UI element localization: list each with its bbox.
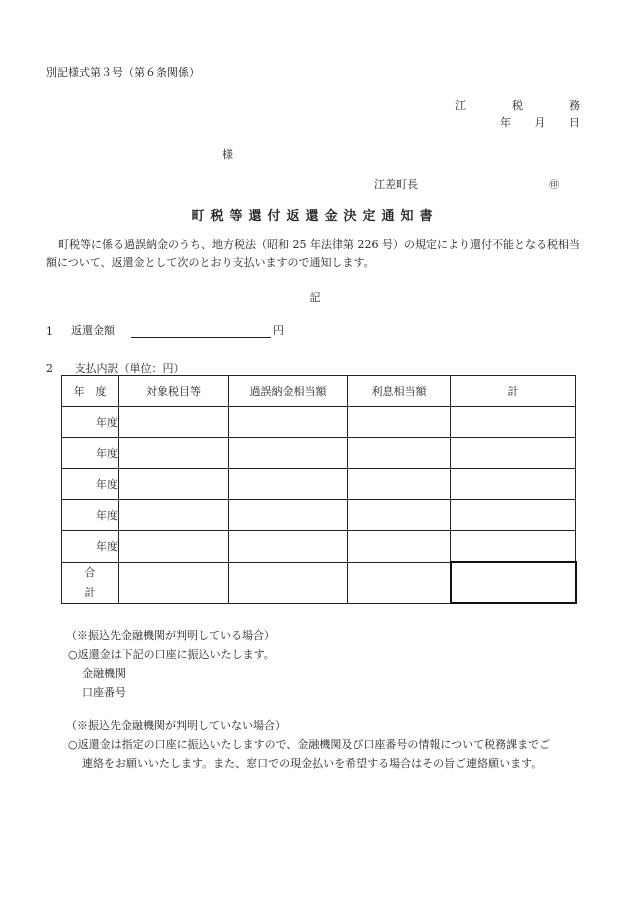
total-cell (451, 531, 576, 563)
overpayment-cell (229, 531, 348, 563)
account-number-label: 口座番号 (82, 686, 126, 699)
total-cell (451, 407, 576, 438)
refund-amount-label: 返還金額 (71, 324, 115, 337)
total-interest-cell (348, 562, 451, 603)
total-label-cell (62, 562, 119, 603)
form-number: 別記様式第３号（第６条関係） (46, 66, 200, 79)
notes-unknown-line2: 連絡をお願いいたします。また、窓口での現金払いを希望する場合はその旨ご連絡願います。 (82, 757, 543, 770)
department-name (455, 97, 580, 113)
col-header-total: 計 (451, 376, 576, 407)
table-row (62, 469, 576, 500)
table-row (62, 531, 576, 563)
section-number: 2 (46, 362, 53, 375)
issuer-name: 江差町長 (374, 178, 418, 191)
notes-known-line: ○返還金は下記の口座に振込いたします。 (68, 648, 275, 661)
overpayment-cell (229, 500, 348, 531)
payment-breakdown-label: 支払内訳（単位：円） (74, 362, 185, 375)
tax-item-cell (119, 407, 229, 438)
table-row (62, 500, 576, 531)
refund-amount-unit: 円 (273, 324, 284, 337)
dept-char: 税 (512, 99, 523, 112)
interest-cell (348, 500, 451, 531)
tax-item-cell (119, 438, 229, 469)
notes-known-bank (66, 626, 275, 702)
payment-breakdown-heading (46, 360, 185, 376)
total-label-line2: 計 (84, 585, 96, 599)
col-header-overpayment: 過誤納金相当額 (229, 376, 348, 407)
refund-amount-blank (131, 325, 271, 338)
dept-char: 江 (455, 99, 466, 112)
notice-body: 町税等に係る過誤納金のうち、地方税法（昭和 25 年法律第 226 号）の規定により還付不能となる税相当額について、返還金として次のとおり支払いますので通知します。 (46, 238, 580, 269)
table-row (62, 407, 576, 438)
col-header-tax-item: 対象税目等 (119, 376, 229, 407)
dept-char: 務 (569, 99, 580, 112)
interest-cell (348, 469, 451, 500)
year-cell: 年度 (62, 500, 119, 531)
interest-cell (348, 407, 451, 438)
overpayment-cell (229, 407, 348, 438)
refund-amount-row (46, 322, 284, 338)
col-header-year: 年 度 (62, 376, 119, 407)
seal-mark: ㊞ (549, 180, 559, 191)
tax-item-cell (119, 531, 229, 563)
notes-unknown-heading: （※振込先金融機関が判明していない場合） (66, 719, 286, 732)
section-number: 1 (46, 325, 53, 338)
overpayment-cell (229, 438, 348, 469)
date-year: 年 (500, 116, 511, 129)
total-tax-item-cell (119, 562, 229, 603)
addressee: 様 (222, 148, 233, 161)
interest-cell (348, 531, 451, 563)
tax-item-cell (119, 469, 229, 500)
overpayment-cell (229, 469, 348, 500)
col-header-interest: 利息相当額 (348, 376, 451, 407)
table-total-row (62, 562, 576, 603)
notes-unknown-bank (66, 716, 550, 773)
table-header-row (62, 376, 576, 407)
year-cell: 年度 (62, 407, 119, 438)
date-day: 日 (569, 116, 580, 129)
table-row (62, 438, 576, 469)
grand-total-cell (451, 562, 576, 603)
document-title: 町税等還付返還金決定通知書 (191, 209, 439, 224)
date-month: 月 (534, 116, 546, 129)
year-cell: 年度 (62, 438, 119, 469)
notes-known-heading: （※振込先金融機関が判明している場合） (66, 629, 275, 642)
issue-date (500, 114, 580, 130)
payment-breakdown-table (61, 375, 577, 604)
interest-cell (348, 438, 451, 469)
total-cell (451, 500, 576, 531)
year-cell: 年度 (62, 469, 119, 500)
tax-item-cell (119, 500, 229, 531)
total-cell (451, 469, 576, 500)
total-label-line1: 合 (84, 565, 96, 579)
year-cell: 年度 (62, 531, 119, 563)
ki-label: 記 (309, 291, 321, 304)
total-overpayment-cell (229, 562, 348, 603)
notes-unknown-line1: ○返還金は指定の口座に振込いたしますので、金融機関及び口座番号の情報について税務課までご (68, 738, 551, 751)
total-cell (451, 438, 576, 469)
bank-name-label: 金融機関 (82, 667, 126, 680)
